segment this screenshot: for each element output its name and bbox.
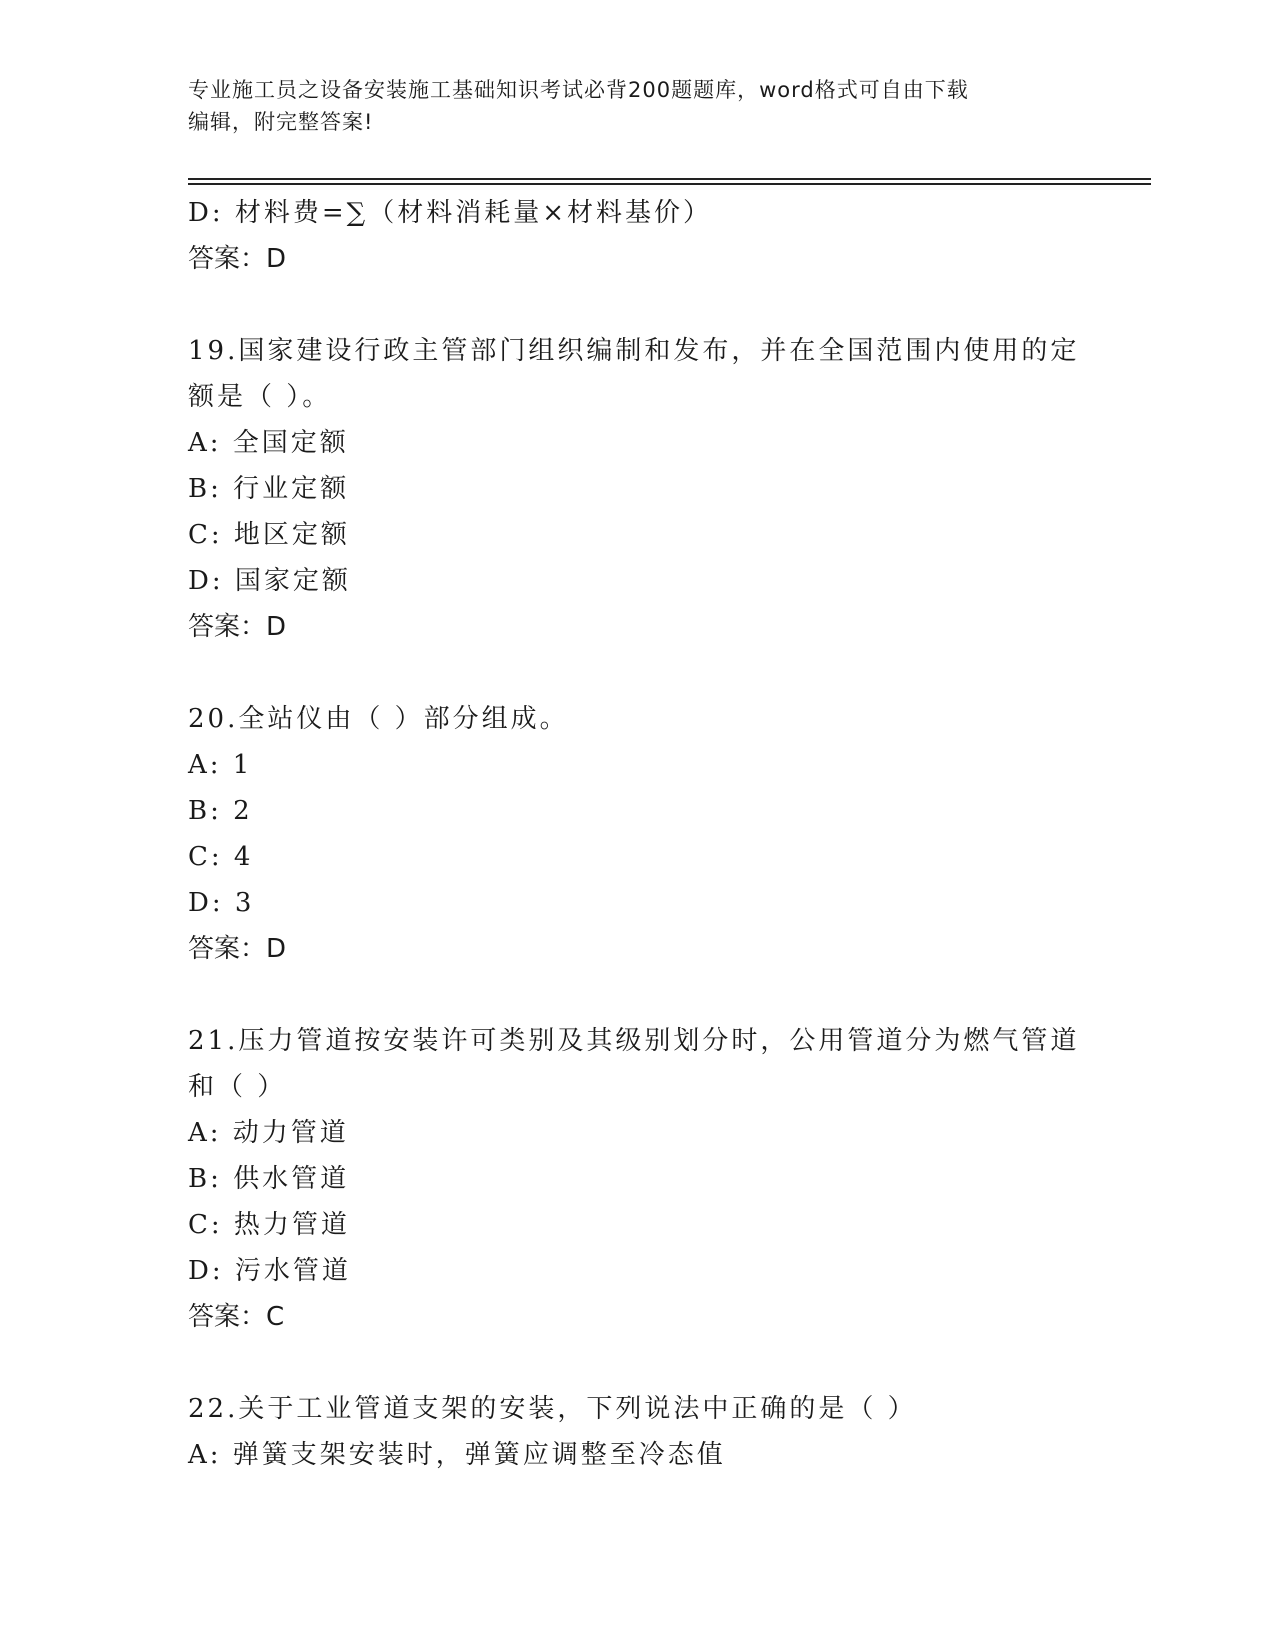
question-18-tail [188,190,1088,282]
answer: 答案：D [188,934,287,964]
answer: 答案：D [188,612,287,642]
option-a: A: 1 [188,750,253,780]
option-d: D: 材料费=∑（材料消耗量×材料基价） [188,198,713,228]
option-d: D: 3 [188,888,255,918]
option-a: A: 弹簧支架安装时，弹簧应调整至冷态值 [188,1440,726,1470]
option-b: B: 行业定额 [188,474,350,504]
option-b: B: 2 [188,796,253,826]
question-22 [188,1386,1088,1478]
spacer [188,972,1088,1018]
question-list [188,190,1088,1478]
answer: 答案：D [188,244,287,274]
question-20 [188,696,1088,972]
question-21 [188,1018,1088,1340]
question-stem-line-1: 22.关于工业管道支架的安装，下列说法中正确的是（ ） [188,1394,917,1424]
option-b: B: 供水管道 [188,1164,350,1194]
header-title-line-2: 编辑，附完整答案! [188,110,374,134]
option-c: C: 4 [188,842,254,872]
question-stem-line-1: 21.压力管道按安装许可类别及其级别划分时，公用管道分为燃气管道 [188,1026,1080,1056]
option-a: A: 动力管道 [188,1118,349,1148]
question-stem-line-1: 20.全站仪由（ ）部分组成。 [188,704,569,734]
option-d: D: 国家定额 [188,566,351,596]
option-a: A: 全国定额 [188,428,349,458]
question-stem-line-2: 和（ ） [188,1072,287,1102]
header-divider-top [188,178,1151,180]
option-c: C: 地区定额 [188,520,350,550]
spacer [188,1340,1088,1386]
option-d: D: 污水管道 [188,1256,351,1286]
spacer [188,282,1088,328]
question-stem-line-1: 19.国家建设行政主管部门组织编制和发布，并在全国范围内使用的定 [188,336,1080,366]
question-19 [188,328,1088,650]
spacer [188,650,1088,696]
question-stem-line-2: 额是（ ）。 [188,382,332,412]
document-header [188,74,1088,138]
option-c: C: 热力管道 [188,1210,350,1240]
header-divider-bottom [188,183,1151,185]
header-title-line-1: 专业施工员之设备安装施工基础知识考试必背200题题库，word格式可自由下载 [188,78,969,102]
answer: 答案：C [188,1302,285,1332]
